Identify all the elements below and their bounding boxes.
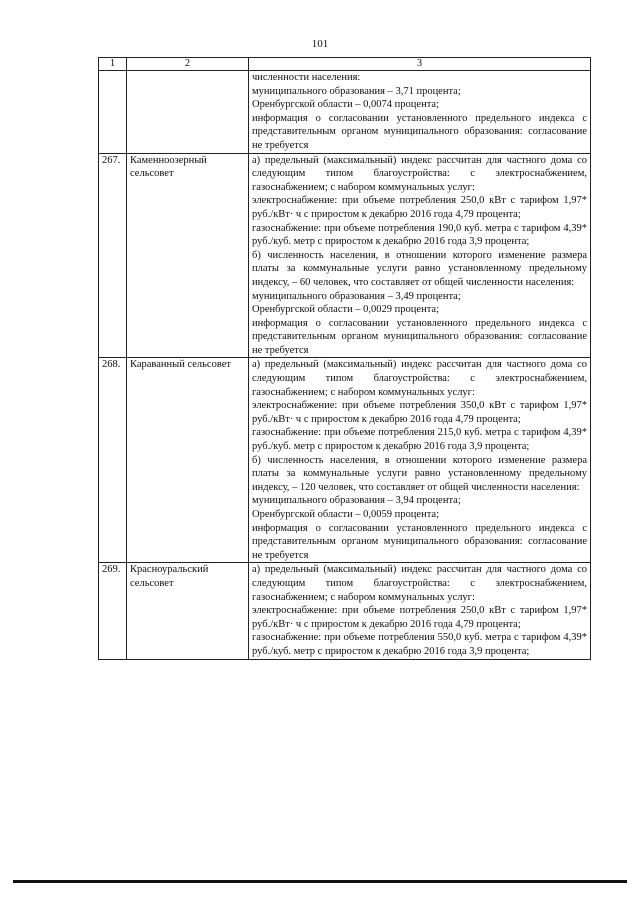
continuation-number-cell <box>99 71 127 154</box>
table-header-row <box>99 58 591 71</box>
paragraph: газоснабжение: при объеме потребления 190,0 куб. метра с тарифом 4,39* руб./куб. метр с приростом к декабрю 2016 года 3,9 процента; <box>252 222 587 248</box>
column-header-number: 1 <box>99 58 127 71</box>
column-header-name: 2 <box>127 58 249 71</box>
table-row <box>99 358 591 563</box>
table-row <box>99 153 591 358</box>
paragraph: а) предельный (максимальный) индекс рассчитан для частного дома со следующим типом благоустройства: с электроснабжением, газоснабжением; с набором коммунальных услуг: <box>252 564 587 603</box>
paragraph: муниципального образования – 3,94 процента; <box>252 495 461 507</box>
paragraph: б) численность населения, в отношении которого изменение размера платы за коммунальные услуги равно установленному предельному индексу, – 120 человек, что составляет от общей численности населения: <box>252 454 587 493</box>
paragraph: б) численность населения, в отношении которого изменение размера платы за коммунальные услуги равно установленному предельному индексу, – 60 человек, что составляет от общей численности населения: <box>252 249 587 288</box>
continuation-name-cell <box>127 71 249 154</box>
municipality-name: Красноуральский сельсовет <box>127 563 249 659</box>
paragraph: а) предельный (максимальный) индекс рассчитан для частного дома со следующим типом благоустройства: с электроснабжением, газоснабжением; с набором коммунальных услуг: <box>252 359 587 398</box>
paragraph: информация о согласовании установленного предельного индекса с представительным органом муниципального образования: согласование не требуется <box>252 112 587 151</box>
municipality-name: Караванный сельсовет <box>127 358 249 563</box>
row-content <box>249 358 591 563</box>
paragraph: муниципального образования – 3,49 процента; <box>252 290 461 302</box>
paragraph: муниципального образования – 3,71 процента; <box>252 85 461 97</box>
paragraph: электроснабжение: при объеме потребления 350,0 кВт с тарифом 1,97* руб./кВт· ч с приростом к декабрю 2016 года 4,79 процента; <box>252 400 587 425</box>
row-number: 269. <box>99 563 127 659</box>
paragraph: Оренбургской области – 0,0029 процента; <box>252 304 439 316</box>
row-number: 268. <box>99 358 127 563</box>
paragraph: информация о согласовании установленного предельного индекса с представительным органом муниципального образования: согласование не требуется <box>252 317 587 356</box>
paragraph: газоснабжение: при объеме потребления 215,0 куб. метра с тарифом 4,39* руб./куб. метр с приростом к декабрю 2016 года 3,9 процента; <box>252 427 587 453</box>
document-table <box>98 57 591 660</box>
municipality-name: Каменноозерный сельсовет <box>127 153 249 358</box>
row-content <box>249 153 591 358</box>
paragraph: численности населения: <box>252 72 361 83</box>
paragraph: электроснабжение: при объеме потребления 250,0 кВт с тарифом 1,97* руб./кВт· ч с приростом к декабрю 2016 года 4,79 процента; <box>252 195 587 220</box>
column-header-content: 3 <box>249 58 591 71</box>
footer-rule <box>13 880 627 883</box>
paragraph: а) предельный (максимальный) индекс рассчитан для частного дома со следующим типом благоустройства: с электроснабжением, газоснабжением; с набором коммунальных услуг: <box>252 154 587 193</box>
paragraph: информация о согласовании установленного предельного индекса с представительным органом муниципального образования: согласование не требуется <box>252 522 587 561</box>
table-row <box>99 563 591 659</box>
row-content <box>249 563 591 659</box>
page-number: 101 <box>311 38 329 50</box>
continuation-content-cell <box>249 71 591 154</box>
paragraph: электроснабжение: при объеме потребления 250,0 кВт с тарифом 1,97* руб./кВт· ч с приростом к декабрю 2016 года 4,79 процента; <box>252 605 587 630</box>
paragraph: Оренбургской области – 0,0059 процента; <box>252 509 439 520</box>
paragraph: Оренбургской области – 0,0074 процента; <box>252 99 439 111</box>
continuation-row <box>99 71 591 154</box>
row-number: 267. <box>99 153 127 358</box>
paragraph: газоснабжение: при объеме потребления 550,0 куб. метра с тарифом 4,39* руб./куб. метр с приростом к декабрю 2016 года 3,9 процента; <box>252 632 587 657</box>
